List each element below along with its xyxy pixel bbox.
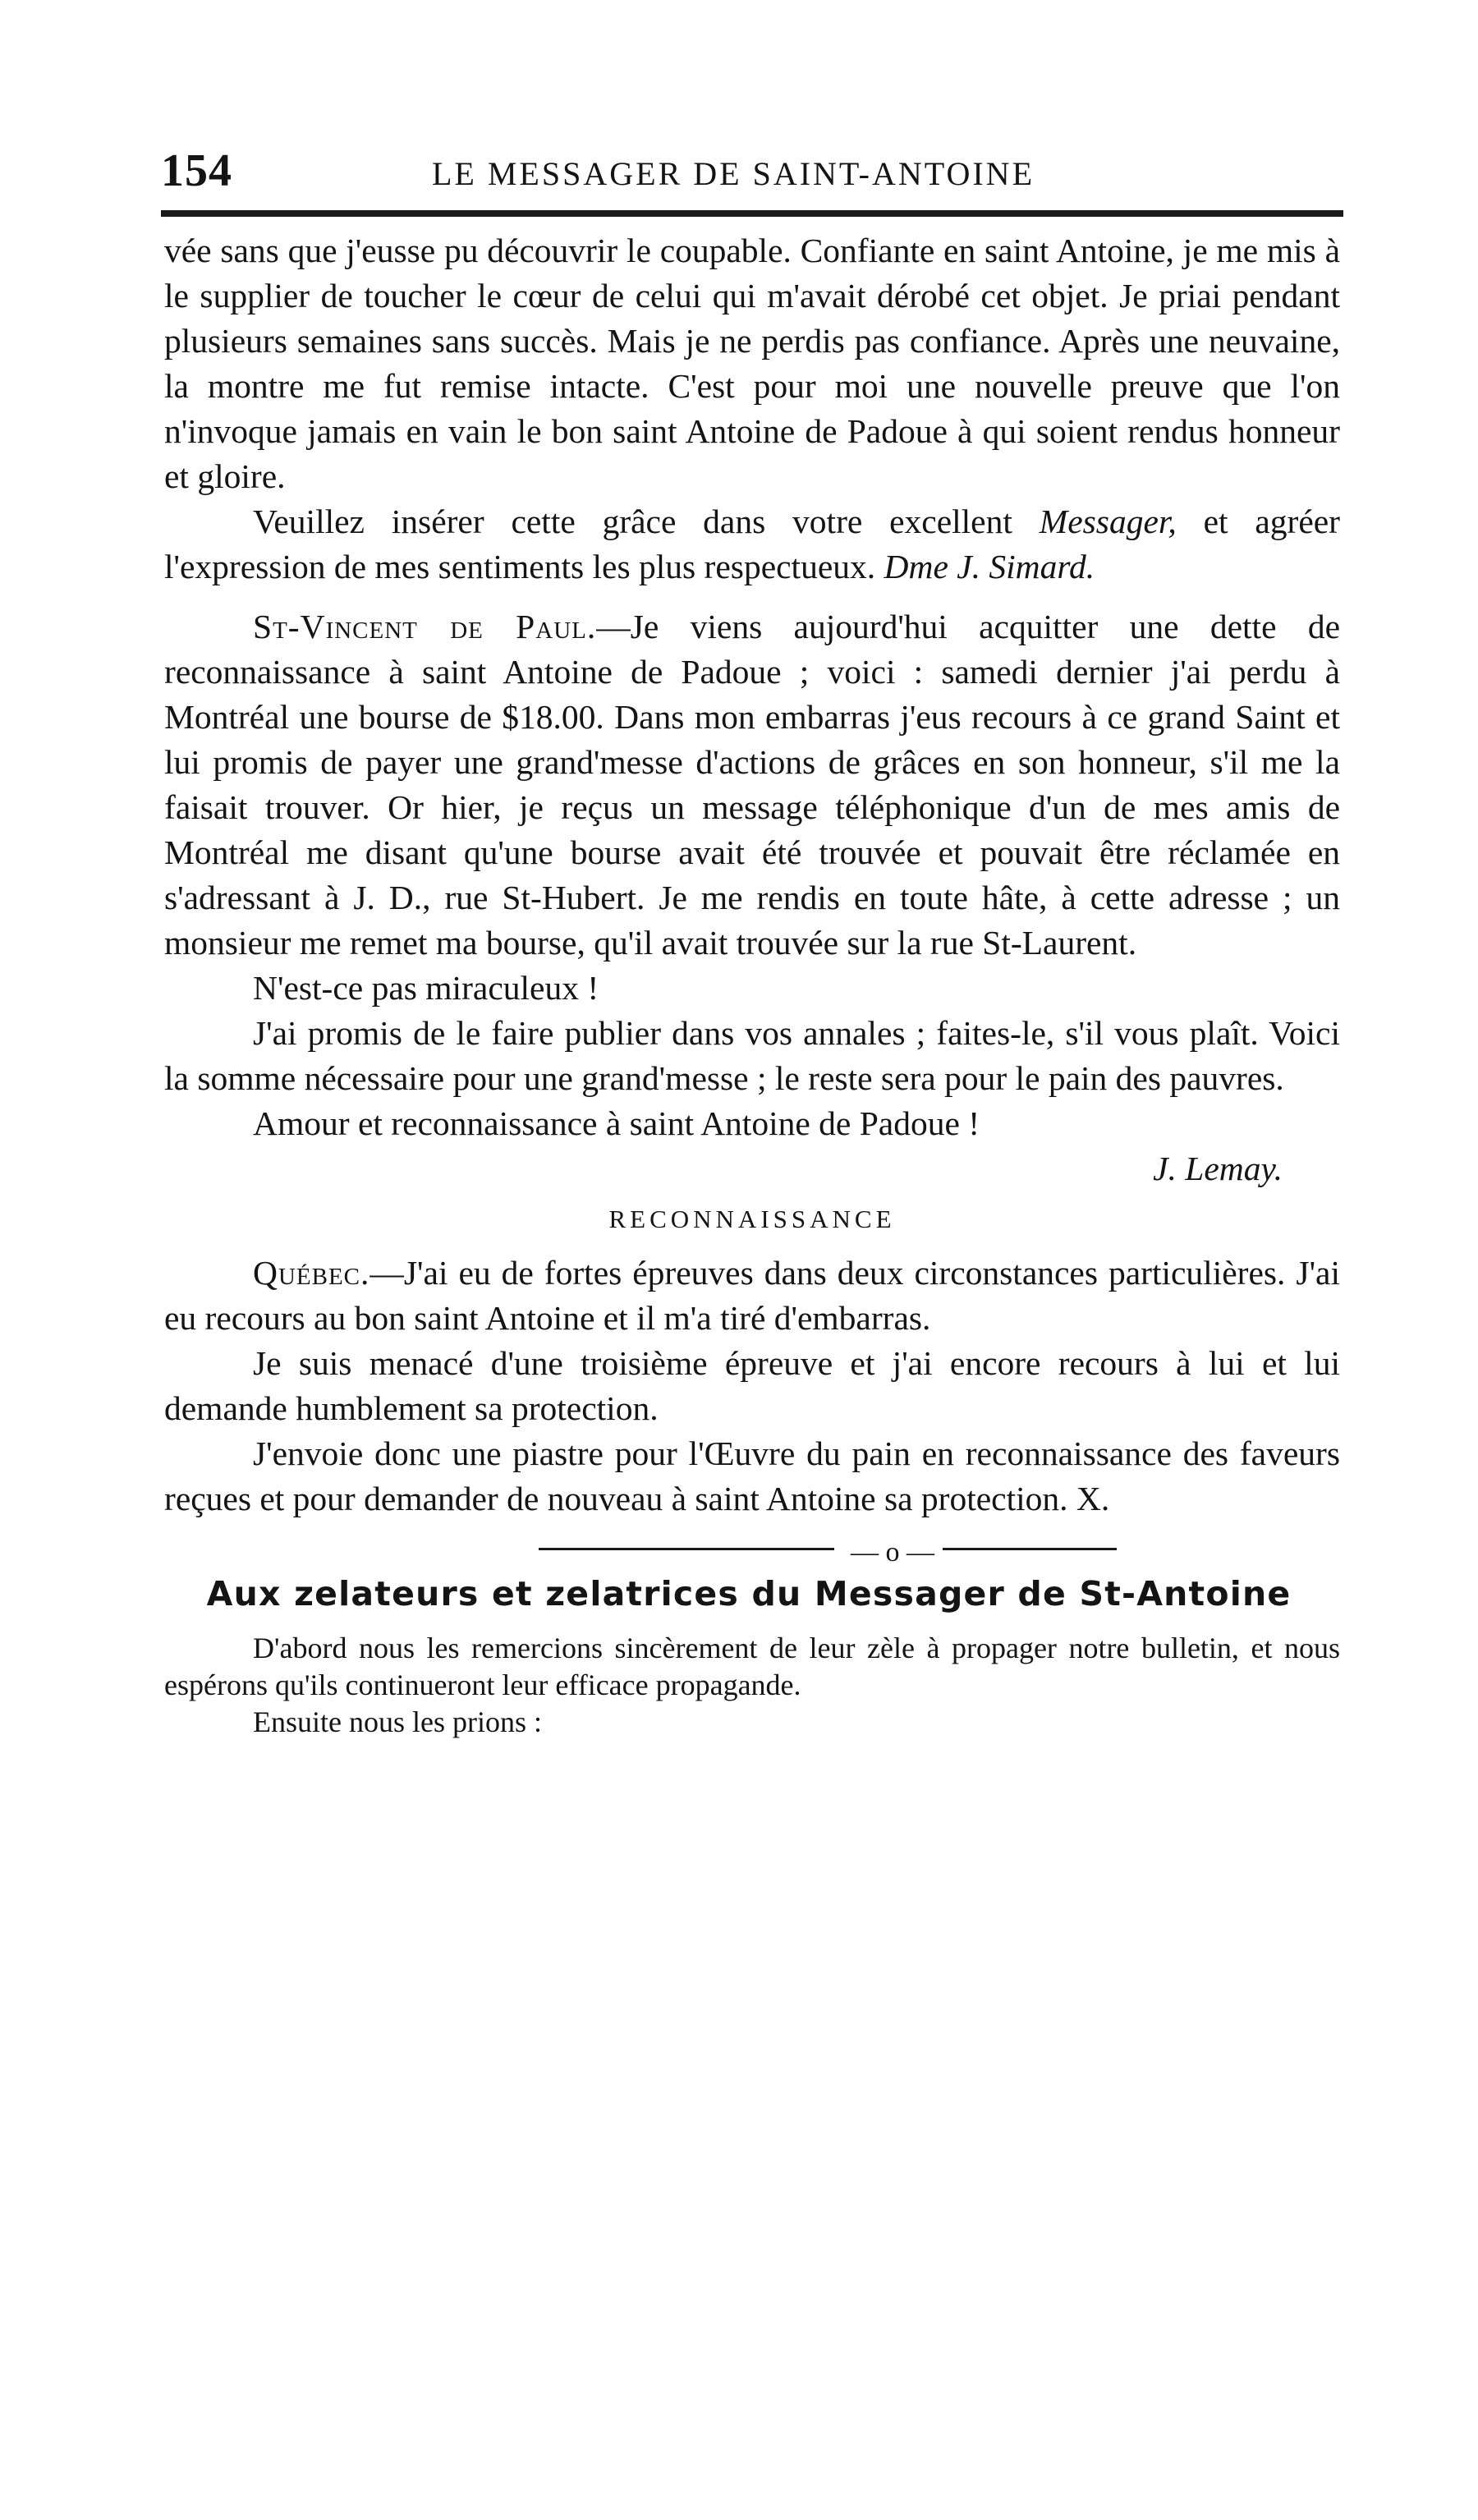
zelateurs-paragraph-2: Ensuite nous les prions : (253, 1705, 542, 1738)
reconnaissance-paragraph-3: J'envoie donc une piastre pour l'Œuvre du pain en reconnaissance des faveurs reçues et pour demander de nouveau à saint Antoine sa protection. X. (164, 1434, 1340, 1517)
messager-italic: Messager, (1039, 503, 1177, 540)
divider-ornament: — o — (851, 1537, 934, 1568)
section-divider (164, 1533, 1340, 1568)
signature-simard: Dme J. Simard. (884, 548, 1095, 585)
letter-lemay-paragraph-3: J'ai promis de le faire publier dans vos annales ; faites-le, s'il vous plaît. Voici la somme nécessaire pour une grand'messe ; le reste sera pour le pain des pauvres. (164, 1014, 1340, 1097)
reconnaissance-heading: RECONNAISSANCE (608, 1205, 896, 1233)
page-body (164, 228, 1340, 1741)
zelateurs-paragraph-1: D'abord nous les remercions sincèrement de leur zèle à propager notre bulletin, et nous espérons qu'ils continueront leur efficace propagande. (164, 1632, 1340, 1701)
running-title: LE MESSAGER DE SAINT-ANTOINE (432, 155, 1035, 192)
page-number: 154 (161, 145, 232, 196)
letter-lemay-paragraph-4: Amour et reconnaissance à saint Antoine de Padoue ! (253, 1104, 980, 1142)
page-header (161, 145, 1343, 210)
letter-simard-paragraph-1: vée sans que j'eusse pu découvrir le coupable. Confiante en saint Antoine, je me mis à le supplier de toucher le cœur de celui qui m'avait dérobé cet objet. Je priai pendant plusieurs semaines sans succès. Mais je ne perdis pas confiance. Après une neuvaine, la montre me fut remise intacte. C'est pour moi une nouvelle preuve que l'on n'invoque jamais en vain le bon saint Antoine de Padoue à qui soient rendus honneur et gloire. (164, 232, 1340, 495)
letter-lemay-paragraph-2: N'est-ce pas miraculeux ! (253, 969, 599, 1007)
signature-lemay: J. Lemay. (1153, 1150, 1283, 1187)
reconnaissance-paragraph-2: Je suis menacé d'une troisième épreuve et j'ai encore recours à lui et lui demande humblement sa protection. (164, 1344, 1340, 1427)
letter-lemay-paragraph-1: St-Vincent de Paul.—Je viens aujourd'hui acquitter une dette de reconnaissance à saint Antoine de Padoue ; voici : samedi dernier j'ai perdu à Montréal une bourse de $18.00. Dans mon embarras j'eus recours à ce grand Saint et lui promis de payer une grand'messe d'actions de grâces en son honneur, s'il me la faisait trouver. Or hier, je reçus un message téléphonique d'un de mes amis de Montréal me disant qu'une bourse avait été trouvée et pouvait être réclamée en s'adressant à J. D., rue St-Hubert. Je me rendis en toute hâte, à cette adresse ; un monsieur me remet ma bourse, qu'il avait trouvée sur la rue St-Laurent. (164, 608, 1340, 962)
reconnaissance-paragraph-1: Québec.—J'ai eu de fortes épreuves dans deux circonstances particulières. J'ai eu recours au bon saint Antoine et il m'a tiré d'embarras. (164, 1254, 1340, 1337)
divider-line-right (943, 1548, 1117, 1550)
letter-simard-paragraph-2: Veuillez insérer cette grâce dans votre excellent Messager, et agréer l'expression de mes sentiments les plus respectueux. Dme J. Simard. (164, 503, 1340, 585)
header-rule (161, 210, 1343, 217)
place-quebec: Québec. (253, 1254, 370, 1292)
zelateurs-title: Aux zelateurs et zelatrices du Messager de St-Antoine (206, 1574, 1292, 1613)
place-st-vincent: St-Vincent de Paul. (253, 608, 597, 645)
divider-line-left (539, 1548, 834, 1550)
